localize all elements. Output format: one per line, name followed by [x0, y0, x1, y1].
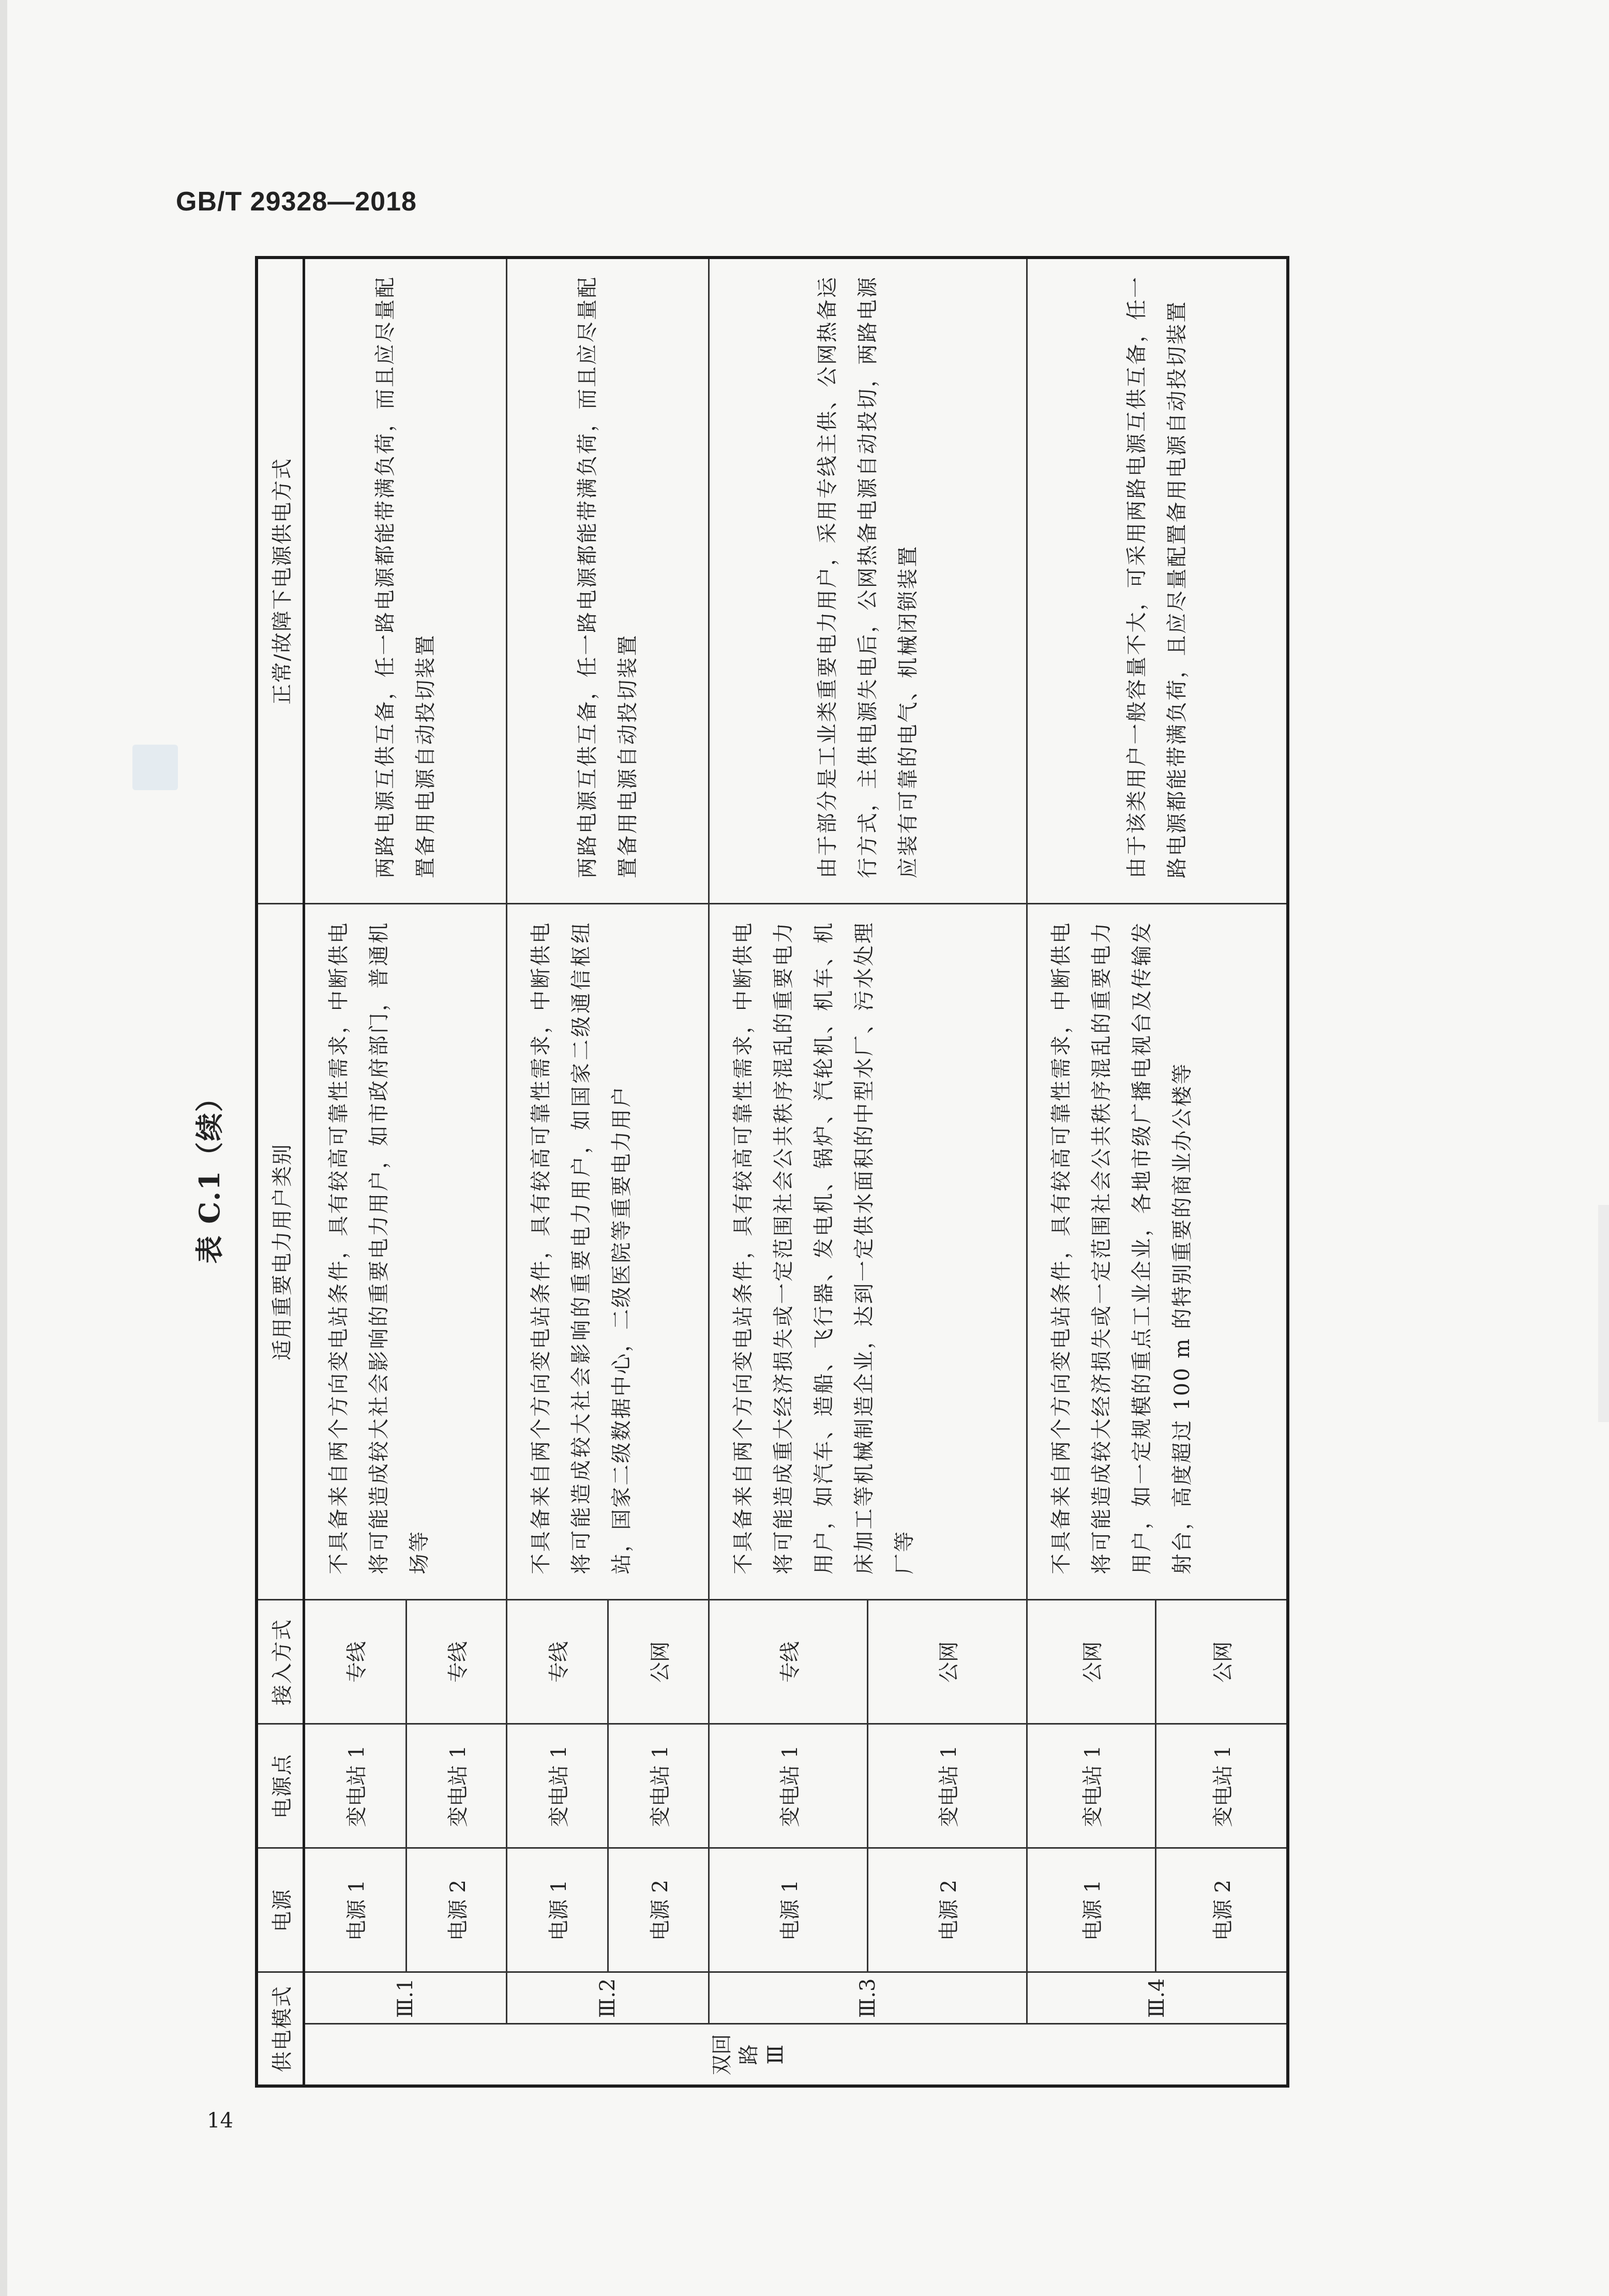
supply-mode-cell: 由于该类用户一般容量不大，可采用两路电源互供互备，任一路电源都能带满负荷，且应尽量配置备用电源自动投切装置 — [1027, 258, 1288, 904]
supply-mode-cell: 由于部分是工业类重要电力用户，采用专线主供、公网热备运行方式，主供电源失电后，公网热备电源自动投切，两路电源应装有可靠的电气、机械闭锁装置 — [709, 258, 1027, 904]
sub-mode-cell: Ⅲ.2 — [507, 1972, 709, 2024]
col-header-source: 电源 — [257, 1848, 304, 1972]
source-point-cell: 变电站 1 — [304, 1724, 407, 1848]
supply-mode-cell: 两路电源互供互备，任一路电源都能带满负荷，而且应尽量配置备用电源自动投切装置 — [507, 258, 709, 904]
source-access-cell: 公网 — [608, 1600, 709, 1724]
source-access-cell: 公网 — [868, 1600, 1027, 1724]
rotated-table-block — [193, 259, 1289, 2088]
supply-mode-cell: 两路电源互供互备，任一路电源都能带满负荷，而且应尽量配置备用电源自动投切装置 — [304, 258, 507, 904]
col-header-access: 接入方式 — [257, 1600, 304, 1724]
page-number: 14 — [207, 2109, 233, 2133]
col-header-source-point: 电源点 — [257, 1724, 304, 1848]
source-access-cell: 专线 — [304, 1600, 407, 1724]
source-source-cell: 电源 1 — [709, 1848, 868, 1972]
source-point-cell: 变电站 1 — [868, 1724, 1027, 1848]
source-access-cell: 专线 — [406, 1600, 507, 1724]
source-access-cell: 专线 — [709, 1600, 868, 1724]
user-type-cell: 不具备来自两个方向变电站条件，具有较高可靠性需求，中断供电将可能造成较大社会影响的重要电力用户，如市政府部门，普通机场等 — [304, 904, 507, 1600]
power-supply-table — [255, 256, 1289, 2088]
mode-cell: 双回路 Ⅲ — [304, 2024, 1288, 2086]
source-source-cell: 电源 1 — [1027, 1848, 1155, 1972]
sub-mode-cell: Ⅲ.4 — [1027, 1972, 1288, 2024]
source-access-cell: 专线 — [507, 1600, 608, 1724]
table-caption: 表 C.1（续） — [193, 1083, 226, 1264]
source-point-cell: 变电站 1 — [507, 1724, 608, 1848]
table-row — [507, 258, 608, 2086]
source-source-cell: 电源 2 — [868, 1848, 1027, 1972]
sub-mode-cell: Ⅲ.3 — [709, 1972, 1027, 2024]
col-header-supply-mode: 正常/故障下电源供电方式 — [257, 258, 304, 904]
table-row — [709, 258, 868, 2086]
source-source-cell: 电源 2 — [608, 1848, 709, 1972]
source-access-cell: 公网 — [1027, 1600, 1155, 1724]
source-access-cell: 公网 — [1155, 1600, 1288, 1724]
user-type-cell: 不具备来自两个方向变电站条件，具有较高可靠性需求，中断供电将可能造成较大社会影响的重要电力用户，如国家二级通信枢纽站，国家二级数据中心，二级医院等重要电力用户 — [507, 904, 709, 1600]
table-row — [1027, 258, 1155, 2086]
sub-mode-cell: Ⅲ.1 — [304, 1972, 507, 2024]
source-source-cell: 电源 2 — [406, 1848, 507, 1972]
source-point-cell: 变电站 1 — [709, 1724, 868, 1848]
page-edge — [0, 0, 7, 2296]
table-header-row — [257, 258, 304, 2086]
table-row — [304, 258, 407, 2086]
source-point-cell: 变电站 1 — [608, 1724, 709, 1848]
source-point-cell: 变电站 1 — [406, 1724, 507, 1848]
page-margin-strip — [1598, 1205, 1609, 1422]
scan-smudge — [132, 745, 178, 790]
source-point-cell: 变电站 1 — [1027, 1724, 1155, 1848]
source-source-cell: 电源 2 — [1155, 1848, 1288, 1972]
col-header-user-type: 适用重要电力用户类别 — [257, 904, 304, 1600]
source-source-cell: 电源 1 — [304, 1848, 407, 1972]
standard-code: GB/T 29328—2018 — [176, 187, 417, 217]
col-header-mode: 供电模式 — [257, 1972, 304, 2086]
source-source-cell: 电源 1 — [507, 1848, 608, 1972]
user-type-cell: 不具备来自两个方向变电站条件，具有较高可靠性需求，中断供电将可能造成重大经济损失或一定范围社会公共秩序混乱的重要电力用户，如汽车、造船、飞行器、发电机、锅炉、汽轮机、机车、机床加工等机械制造企业，达到一定供水面积的中型水厂、污水处理厂等 — [709, 904, 1027, 1600]
user-type-cell: 不具备来自两个方向变电站条件，具有较高可靠性需求，中断供电将可能造成较大经济损失或一定范围社会公共秩序混乱的重要电力用户，如一定规模的重点工业企业，各地市级广播电视台及传输发射台，高度超过 100 m 的特别重要的商业办公楼等 — [1027, 904, 1288, 1600]
source-point-cell: 变电站 1 — [1155, 1724, 1288, 1848]
